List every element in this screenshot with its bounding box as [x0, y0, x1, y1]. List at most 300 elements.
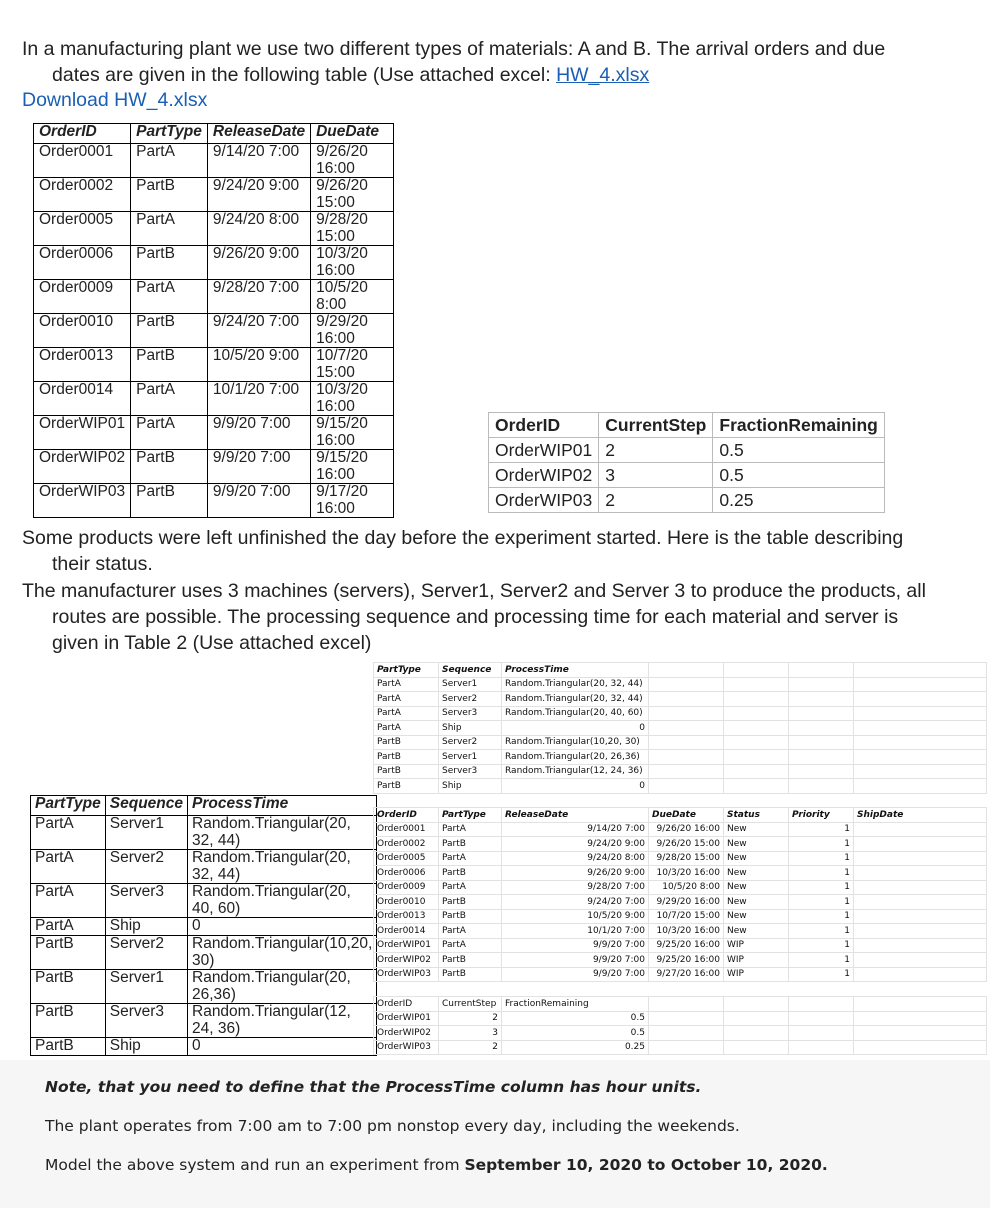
table-cell: Order0013: [34, 348, 131, 382]
table-cell: 9/9/20 7:00: [207, 416, 310, 450]
table-cell: 1: [789, 909, 854, 924]
empty-cell: [854, 706, 987, 721]
table-cell: New: [724, 880, 789, 895]
empty-cell: [789, 750, 854, 765]
table-cell: 9/24/20 9:00: [502, 837, 649, 852]
table-row: [374, 779, 987, 794]
table-cell: OrderWIP01: [34, 416, 131, 450]
table-cell: Random.Triangular(20, 32, 44): [188, 850, 377, 884]
process-header: Sequence: [105, 796, 187, 816]
table-cell: OrderWIP02: [374, 1026, 439, 1041]
table-cell: 9/28/20 15:00: [649, 851, 724, 866]
empty-cell: [854, 924, 987, 939]
table-cell: 10/5/20 9:00: [502, 909, 649, 924]
excel-header: Priority: [789, 808, 854, 823]
table-cell: OrderWIP03: [374, 1040, 439, 1055]
empty-cell: [854, 721, 987, 736]
table-cell: PartA: [131, 144, 208, 178]
table-cell: Order0014: [374, 924, 439, 939]
empty-cell: [789, 692, 854, 707]
table-cell: Order0009: [374, 880, 439, 895]
table-row: [31, 936, 377, 970]
orders-body: [34, 144, 394, 518]
table-cell: 9/17/20 16:00: [311, 484, 394, 518]
table-cell: PartA: [439, 924, 502, 939]
table-cell: Server3: [105, 1004, 187, 1038]
excel-header: ProcessTime: [502, 663, 649, 678]
empty-cell: [854, 779, 987, 794]
table-row: [374, 880, 987, 895]
empty-cell: [724, 721, 789, 736]
table-row: [34, 144, 394, 178]
orders-header-row: [34, 124, 394, 144]
table-cell: PartB: [131, 348, 208, 382]
excel-header: ShipDate: [854, 808, 987, 823]
table-cell: 9/27/20 16:00: [649, 967, 724, 982]
servers-paragraph: [22, 578, 962, 656]
table-cell: Server2: [105, 850, 187, 884]
table-cell: PartB: [439, 837, 502, 852]
table-row: [34, 280, 394, 314]
download-link[interactable]: Download HW_4.xlsx: [22, 89, 208, 111]
excel-header: FractionRemaining: [502, 997, 649, 1012]
empty-cell: [649, 764, 724, 779]
table-cell: PartA: [374, 721, 439, 736]
table-cell: 10/1/20 7:00: [502, 924, 649, 939]
table-cell: 9/15/20 16:00: [311, 416, 394, 450]
table-cell: Random.Triangular(20, 26,36): [502, 750, 649, 765]
table-row: [34, 382, 394, 416]
table-cell: 1: [789, 822, 854, 837]
table-cell: PartB: [131, 484, 208, 518]
table-cell: 0.5: [502, 1026, 649, 1041]
table-cell: 0: [502, 779, 649, 794]
empty-cell: [854, 1040, 987, 1055]
table-cell: OrderWIP02: [374, 953, 439, 968]
table-cell: PartA: [439, 851, 502, 866]
table-row: [374, 750, 987, 765]
intro-line-1: In a manufacturing plant we use two different types of materials: A and B. The arrival orders and due: [22, 38, 886, 60]
table-cell: Order0006: [34, 246, 131, 280]
table-cell: 9/26/20 16:00: [649, 822, 724, 837]
table-cell: 1: [789, 837, 854, 852]
empty-cell: [854, 895, 987, 910]
table-row: [31, 1004, 377, 1038]
table-row: [34, 450, 394, 484]
empty-cell: [649, 779, 724, 794]
table-row: [374, 1011, 987, 1026]
orders-header: PartType: [131, 124, 208, 144]
table-cell: OrderWIP03: [489, 488, 599, 513]
table-cell: Order0009: [34, 280, 131, 314]
table-cell: 9/24/20 7:00: [502, 895, 649, 910]
servers-line-3: given in Table 2 (Use attached excel): [52, 632, 372, 654]
table-cell: PartB: [439, 895, 502, 910]
table-cell: PartB: [439, 953, 502, 968]
table-row: [34, 212, 394, 246]
table-row: [374, 938, 987, 953]
empty-cell: [854, 938, 987, 953]
empty-cell: [724, 750, 789, 765]
empty-cell: [789, 1011, 854, 1026]
table-cell: 1: [789, 938, 854, 953]
empty-cell: [789, 1040, 854, 1055]
servers-line-1: The manufacturer uses 3 machines (servers), Server1, Server2 and Server 3 to produce the products, all: [22, 580, 926, 602]
table-cell: 10/3/20 16:00: [311, 246, 394, 280]
table-cell: 10/3/20 16:00: [649, 924, 724, 939]
excel-header: Sequence: [439, 663, 502, 678]
table-cell: 9/26/20 16:00: [311, 144, 394, 178]
table-cell: PartA: [31, 816, 106, 850]
table-cell: 9/29/20 16:00: [311, 314, 394, 348]
empty-cell: [854, 692, 987, 707]
table-cell: 0: [188, 1038, 377, 1056]
table-cell: Server2: [439, 735, 502, 750]
empty-cell: [854, 953, 987, 968]
table-cell: PartA: [439, 938, 502, 953]
table-cell: New: [724, 866, 789, 881]
table-cell: Order0001: [374, 822, 439, 837]
excel-header: ReleaseDate: [502, 808, 649, 823]
table-row: [374, 837, 987, 852]
table-cell: WIP: [724, 953, 789, 968]
table-row: [374, 851, 987, 866]
table-row: [374, 764, 987, 779]
table-cell: Random.Triangular(20, 40, 60): [188, 884, 377, 918]
table-cell: OrderWIP03: [34, 484, 131, 518]
table-cell: Server1: [439, 750, 502, 765]
table-cell: 10/5/20 9:00: [207, 348, 310, 382]
table-cell: OrderWIP01: [374, 938, 439, 953]
table-cell: 9/25/20 16:00: [649, 938, 724, 953]
excel-wip-body: [374, 1011, 987, 1055]
table-cell: Random.Triangular(20, 32, 44): [502, 692, 649, 707]
excel-file-link[interactable]: HW_4.xlsx: [556, 64, 650, 86]
empty-cell: [649, 721, 724, 736]
table-cell: PartB: [374, 750, 439, 765]
table-row: [374, 953, 987, 968]
table-cell: 1: [789, 851, 854, 866]
excel-wip-table: [373, 996, 987, 1055]
empty-cell: [724, 1040, 789, 1055]
table-cell: 3: [439, 1026, 502, 1041]
table-row: [489, 438, 885, 463]
intro-line-2: dates are given in the following table (Use attached excel: HW_4.xlsx: [52, 64, 650, 86]
table-cell: Ship: [439, 779, 502, 794]
table-cell: 2: [599, 438, 713, 463]
table-cell: New: [724, 851, 789, 866]
excel-orders-header-row: [374, 808, 987, 823]
table-cell: PartA: [131, 212, 208, 246]
table-cell: Order0002: [374, 837, 439, 852]
table-cell: OrderWIP01: [374, 1011, 439, 1026]
table-cell: Server3: [105, 884, 187, 918]
table-cell: 10/3/20 16:00: [311, 382, 394, 416]
empty-cell: [724, 1011, 789, 1026]
table-cell: Order0013: [374, 909, 439, 924]
table-cell: OrderWIP01: [489, 438, 599, 463]
table-row: [374, 706, 987, 721]
table-cell: 1: [789, 953, 854, 968]
table-cell: Random.Triangular(20, 32, 44): [188, 816, 377, 850]
empty-cell: [854, 750, 987, 765]
empty-cell: [789, 779, 854, 794]
table-cell: 0.25: [713, 488, 885, 513]
table-row: [34, 416, 394, 450]
table-cell: Order0001: [34, 144, 131, 178]
empty-cell: [649, 677, 724, 692]
status-paragraph: [22, 525, 962, 577]
table-cell: Server1: [105, 970, 187, 1004]
table-cell: 10/7/20 15:00: [649, 909, 724, 924]
table-row: [31, 816, 377, 850]
table-cell: Order0006: [374, 866, 439, 881]
experiment-note: Model the above system and run an experiment from September 10, 2020 to October 10, 2020.: [45, 1156, 828, 1174]
table-cell: PartA: [374, 692, 439, 707]
table-cell: Order0010: [34, 314, 131, 348]
table-cell: Random.Triangular(10,20, 30): [188, 936, 377, 970]
table-cell: 9/28/20 7:00: [207, 280, 310, 314]
table-cell: 9/28/20 15:00: [311, 212, 394, 246]
table-cell: 0.25: [502, 1040, 649, 1055]
table-cell: Random.Triangular(12, 24, 36): [502, 764, 649, 779]
table-cell: 9/26/20 15:00: [649, 837, 724, 852]
table-cell: 0: [502, 721, 649, 736]
empty-cell: [649, 706, 724, 721]
excel-wip-header-row: [374, 997, 987, 1012]
table-cell: 10/3/20 16:00: [649, 866, 724, 881]
empty-cell: [854, 1026, 987, 1041]
process-header: PartType: [31, 796, 106, 816]
empty-cell: [724, 779, 789, 794]
table-cell: Random.Triangular(20, 32, 44): [502, 677, 649, 692]
table-row: [34, 178, 394, 212]
table-cell: 9/9/20 7:00: [502, 953, 649, 968]
empty-cell: [649, 735, 724, 750]
empty-cell: [854, 735, 987, 750]
table-row: [374, 909, 987, 924]
table-row: [374, 967, 987, 982]
table-cell: Server3: [439, 706, 502, 721]
empty-cell: [649, 1011, 724, 1026]
empty-cell: [854, 1011, 987, 1026]
empty-cell: [649, 692, 724, 707]
status-line-2: their status.: [52, 553, 153, 575]
empty-cell: [789, 764, 854, 779]
table-cell: PartB: [31, 970, 106, 1004]
table-row: [374, 866, 987, 881]
table-cell: 2: [439, 1011, 502, 1026]
table-cell: PartB: [31, 936, 106, 970]
empty-cell: [854, 677, 987, 692]
excel-header: CurrentStep: [439, 997, 502, 1012]
wip-table: [488, 412, 885, 513]
table-cell: OrderWIP02: [34, 450, 131, 484]
units-note: Note, that you need to define that the ProcessTime column has hour units.: [45, 1078, 702, 1096]
table-cell: PartA: [374, 677, 439, 692]
table-row: [374, 1040, 987, 1055]
table-cell: Random.Triangular(12, 24, 36): [188, 1004, 377, 1038]
table-cell: Server2: [439, 692, 502, 707]
table-cell: 1: [789, 924, 854, 939]
table-cell: 0: [188, 918, 377, 936]
table-row: [374, 924, 987, 939]
excel-header: PartType: [439, 808, 502, 823]
empty-cell: [649, 1040, 724, 1055]
table-row: [374, 822, 987, 837]
excel-orders-table: [373, 807, 987, 982]
table-cell: 9/26/20 9:00: [207, 246, 310, 280]
table-cell: 2: [439, 1040, 502, 1055]
operating-hours-note: The plant operates from 7:00 am to 7:00 pm nonstop every day, including the weekends.: [45, 1117, 740, 1135]
table-cell: 1: [789, 880, 854, 895]
table-row: [31, 970, 377, 1004]
table-cell: Random.Triangular(20, 26,36): [188, 970, 377, 1004]
table-row: [374, 1026, 987, 1041]
table-cell: Random.Triangular(10,20, 30): [502, 735, 649, 750]
table-cell: Ship: [439, 721, 502, 736]
table-row: [31, 1038, 377, 1056]
table-cell: PartA: [131, 280, 208, 314]
empty-cell: [854, 967, 987, 982]
table-cell: PartB: [131, 178, 208, 212]
table-cell: New: [724, 909, 789, 924]
table-cell: Order0010: [374, 895, 439, 910]
table-cell: Order0005: [34, 212, 131, 246]
table-cell: New: [724, 837, 789, 852]
table-cell: PartA: [31, 884, 106, 918]
table-cell: PartB: [31, 1038, 106, 1056]
orders-header: OrderID: [34, 124, 131, 144]
table-row: [31, 884, 377, 918]
table-row: [489, 463, 885, 488]
intro-paragraph: [22, 36, 962, 88]
experiment-dates: September 10, 2020 to October 10, 2020.: [464, 1156, 828, 1174]
table-cell: PartB: [374, 779, 439, 794]
table-cell: 9/29/20 16:00: [649, 895, 724, 910]
table-cell: Ship: [105, 1038, 187, 1056]
table-cell: OrderWIP03: [374, 967, 439, 982]
process-header-row: [31, 796, 377, 816]
table-cell: PartB: [131, 450, 208, 484]
empty-cell: [789, 735, 854, 750]
table-cell: 9/9/20 7:00: [502, 938, 649, 953]
table-cell: 9/24/20 9:00: [207, 178, 310, 212]
empty-cell: [854, 909, 987, 924]
empty-cell: [724, 1026, 789, 1041]
table-row: [34, 314, 394, 348]
table-cell: PartA: [439, 880, 502, 895]
table-cell: WIP: [724, 938, 789, 953]
table-cell: 9/24/20 8:00: [502, 851, 649, 866]
excel-process-body: [374, 677, 987, 793]
empty-cell: [789, 1026, 854, 1041]
table-cell: Server2: [105, 936, 187, 970]
table-cell: 1: [789, 967, 854, 982]
table-cell: PartB: [439, 967, 502, 982]
excel-process-table: [373, 662, 987, 794]
empty-cell: [724, 735, 789, 750]
table-row: [374, 721, 987, 736]
wip-header-row: [489, 413, 885, 438]
table-cell: 9/24/20 8:00: [207, 212, 310, 246]
table-row: [31, 850, 377, 884]
wip-body: [489, 438, 885, 513]
table-cell: PartA: [131, 416, 208, 450]
table-cell: 10/1/20 7:00: [207, 382, 310, 416]
table-cell: Order0005: [374, 851, 439, 866]
excel-header: DueDate: [649, 808, 724, 823]
orders-table: [33, 123, 394, 518]
table-cell: 9/25/20 16:00: [649, 953, 724, 968]
table-cell: 9/26/20 9:00: [502, 866, 649, 881]
table-row: [34, 246, 394, 280]
table-cell: 9/9/20 7:00: [207, 450, 310, 484]
table-cell: 10/5/20 8:00: [649, 880, 724, 895]
excel-orders-body: [374, 822, 987, 982]
table-cell: PartB: [374, 764, 439, 779]
empty-cell: [724, 692, 789, 707]
excel-process-header-row: [374, 663, 987, 678]
table-row: [34, 348, 394, 382]
empty-cell: [649, 750, 724, 765]
status-line-1: Some products were left unfinished the day before the experiment started. Here is the table describing: [22, 527, 904, 549]
empty-cell: [854, 837, 987, 852]
table-row: [374, 735, 987, 750]
wip-header: FractionRemaining: [713, 413, 885, 438]
table-cell: New: [724, 924, 789, 939]
wip-header: OrderID: [489, 413, 599, 438]
table-cell: OrderWIP02: [489, 463, 599, 488]
table-cell: PartB: [439, 909, 502, 924]
process-body: [31, 816, 377, 1056]
table-cell: Server1: [439, 677, 502, 692]
table-cell: New: [724, 895, 789, 910]
table-cell: 1: [789, 866, 854, 881]
empty-cell: [789, 721, 854, 736]
table-cell: 9/9/20 7:00: [502, 967, 649, 982]
table-cell: 9/28/20 7:00: [502, 880, 649, 895]
empty-cell: [724, 706, 789, 721]
table-cell: Order0002: [34, 178, 131, 212]
table-cell: 0.5: [713, 463, 885, 488]
table-row: [374, 677, 987, 692]
empty-cell: [649, 1026, 724, 1041]
table-cell: 10/7/20 15:00: [311, 348, 394, 382]
empty-cell: [854, 822, 987, 837]
table-row: [31, 918, 377, 936]
table-cell: 2: [599, 488, 713, 513]
table-cell: PartB: [374, 735, 439, 750]
excel-header: OrderID: [374, 997, 439, 1012]
wip-header: CurrentStep: [599, 413, 713, 438]
empty-cell: [789, 706, 854, 721]
table-cell: PartA: [131, 382, 208, 416]
table-cell: PartA: [31, 918, 106, 936]
empty-cell: [854, 866, 987, 881]
table-cell: PartB: [439, 866, 502, 881]
table-cell: WIP: [724, 967, 789, 982]
table-cell: Random.Triangular(20, 40, 60): [502, 706, 649, 721]
empty-cell: [789, 677, 854, 692]
empty-cell: [854, 764, 987, 779]
table-row: [374, 895, 987, 910]
excel-header: Status: [724, 808, 789, 823]
table-cell: PartA: [374, 706, 439, 721]
table-cell: 9/14/20 7:00: [207, 144, 310, 178]
table-cell: Order0014: [34, 382, 131, 416]
table-cell: Server3: [439, 764, 502, 779]
